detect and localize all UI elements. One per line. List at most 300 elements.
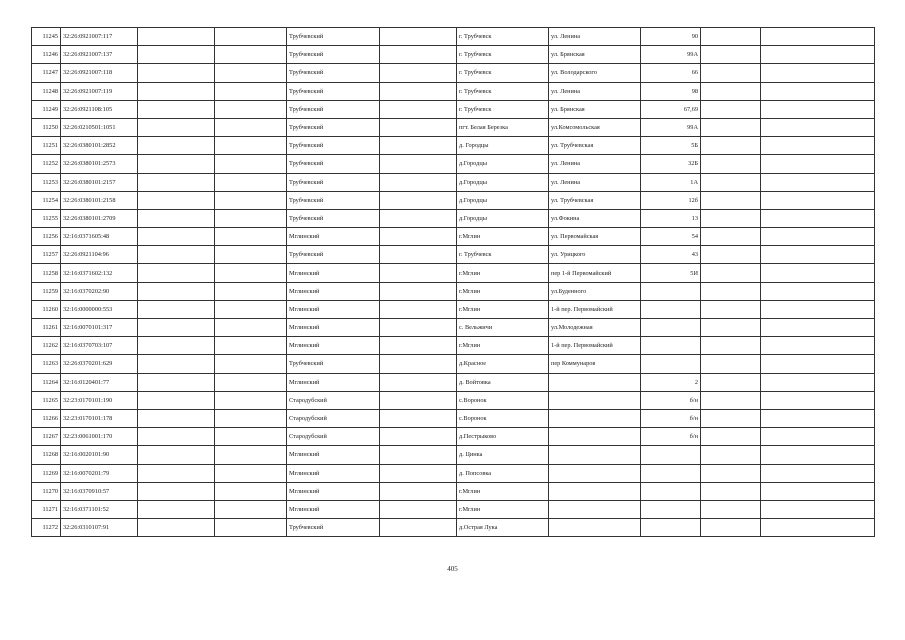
cadastral-number-cell: 32:16:0020101:90 bbox=[61, 446, 138, 464]
col-6-cell bbox=[380, 500, 457, 518]
row-number-cell: 11253 bbox=[32, 173, 61, 191]
table-row bbox=[32, 209, 875, 227]
table-row bbox=[32, 228, 875, 246]
col-3-cell bbox=[138, 228, 215, 246]
cadastral-number-cell: 32:26:0380101:2157 bbox=[61, 173, 138, 191]
table-row bbox=[32, 191, 875, 209]
col-10-cell bbox=[701, 228, 761, 246]
table-row bbox=[32, 173, 875, 191]
col-10-cell bbox=[701, 246, 761, 264]
col-11-cell bbox=[761, 118, 875, 136]
settlement-cell: д.Городцы bbox=[457, 173, 549, 191]
district-cell: Трубчевский bbox=[287, 355, 380, 373]
col-10-cell bbox=[701, 82, 761, 100]
cadastral-number-cell: 32:26:0921108:105 bbox=[61, 100, 138, 118]
col-6-cell bbox=[380, 137, 457, 155]
col-6-cell bbox=[380, 391, 457, 409]
cadastral-number-cell: 32:26:0380101:2852 bbox=[61, 137, 138, 155]
col-11-cell bbox=[761, 64, 875, 82]
col-10-cell bbox=[701, 355, 761, 373]
cadastral-number-cell: 32:16:0000000:553 bbox=[61, 300, 138, 318]
row-number-cell: 11259 bbox=[32, 282, 61, 300]
table-row bbox=[32, 428, 875, 446]
district-cell: Мглинский bbox=[287, 300, 380, 318]
settlement-cell: д. Войтовка bbox=[457, 373, 549, 391]
col-10-cell bbox=[701, 446, 761, 464]
settlement-cell: г. Трубчевск bbox=[457, 246, 549, 264]
registry-table-body bbox=[32, 28, 875, 537]
col-10-cell bbox=[701, 264, 761, 282]
district-cell: Мглинский bbox=[287, 282, 380, 300]
row-number-cell: 11260 bbox=[32, 300, 61, 318]
settlement-cell: г.Мглин bbox=[457, 337, 549, 355]
street-cell bbox=[549, 446, 641, 464]
col-10-cell bbox=[701, 191, 761, 209]
district-cell: Трубчевский bbox=[287, 246, 380, 264]
col-4-cell bbox=[215, 228, 287, 246]
col-6-cell bbox=[380, 264, 457, 282]
col-6-cell bbox=[380, 355, 457, 373]
col-4-cell bbox=[215, 264, 287, 282]
house-number-cell bbox=[641, 446, 701, 464]
col-6-cell bbox=[380, 118, 457, 136]
table-row bbox=[32, 373, 875, 391]
col-6-cell bbox=[380, 300, 457, 318]
district-cell: Стародубский bbox=[287, 428, 380, 446]
col-3-cell bbox=[138, 64, 215, 82]
cadastral-number-cell: 32:23:0170101:178 bbox=[61, 409, 138, 427]
cadastral-number-cell: 32:26:0310107:91 bbox=[61, 519, 138, 537]
house-number-cell: 98 bbox=[641, 82, 701, 100]
col-10-cell bbox=[701, 28, 761, 46]
col-6-cell bbox=[380, 464, 457, 482]
col-3-cell bbox=[138, 264, 215, 282]
row-number-cell: 11265 bbox=[32, 391, 61, 409]
settlement-cell: г. Трубчевск bbox=[457, 46, 549, 64]
col-10-cell bbox=[701, 464, 761, 482]
col-4-cell bbox=[215, 300, 287, 318]
col-10-cell bbox=[701, 519, 761, 537]
col-4-cell bbox=[215, 519, 287, 537]
cadastral-number-cell: 32:26:0380101:2158 bbox=[61, 191, 138, 209]
col-4-cell bbox=[215, 500, 287, 518]
col-4-cell bbox=[215, 282, 287, 300]
col-11-cell bbox=[761, 209, 875, 227]
col-3-cell bbox=[138, 300, 215, 318]
table-row bbox=[32, 118, 875, 136]
col-11-cell bbox=[761, 155, 875, 173]
table-row bbox=[32, 64, 875, 82]
district-cell: Трубчевский bbox=[287, 519, 380, 537]
district-cell: Мглинский bbox=[287, 446, 380, 464]
house-number-cell: 5И bbox=[641, 264, 701, 282]
col-6-cell bbox=[380, 228, 457, 246]
street-cell: ул. Трубчевская bbox=[549, 191, 641, 209]
district-cell: Трубчевский bbox=[287, 118, 380, 136]
col-4-cell bbox=[215, 337, 287, 355]
cadastral-number-cell: 32:23:0170101:190 bbox=[61, 391, 138, 409]
table-row bbox=[32, 155, 875, 173]
house-number-cell: 2 bbox=[641, 373, 701, 391]
street-cell: ул.Комсомольская bbox=[549, 118, 641, 136]
row-number-cell: 11270 bbox=[32, 482, 61, 500]
settlement-cell: пгт. Белая Березка bbox=[457, 118, 549, 136]
street-cell: ул. Трубчевская bbox=[549, 137, 641, 155]
house-number-cell: б/н bbox=[641, 428, 701, 446]
district-cell: Стародубский bbox=[287, 409, 380, 427]
house-number-cell: 13 bbox=[641, 209, 701, 227]
row-number-cell: 11257 bbox=[32, 246, 61, 264]
street-cell bbox=[549, 519, 641, 537]
row-number-cell: 11268 bbox=[32, 446, 61, 464]
settlement-cell: г.Мглин bbox=[457, 264, 549, 282]
col-10-cell bbox=[701, 373, 761, 391]
col-11-cell bbox=[761, 28, 875, 46]
col-4-cell bbox=[215, 319, 287, 337]
col-6-cell bbox=[380, 373, 457, 391]
col-11-cell bbox=[761, 246, 875, 264]
col-6-cell bbox=[380, 446, 457, 464]
table-row bbox=[32, 137, 875, 155]
col-11-cell bbox=[761, 300, 875, 318]
house-number-cell: 5Б bbox=[641, 137, 701, 155]
col-6-cell bbox=[380, 209, 457, 227]
row-number-cell: 11264 bbox=[32, 373, 61, 391]
col-3-cell bbox=[138, 319, 215, 337]
col-11-cell bbox=[761, 46, 875, 64]
col-6-cell bbox=[380, 246, 457, 264]
col-3-cell bbox=[138, 391, 215, 409]
settlement-cell: г.Мглин bbox=[457, 482, 549, 500]
house-number-cell: 32Б bbox=[641, 155, 701, 173]
house-number-cell: 12б bbox=[641, 191, 701, 209]
street-cell bbox=[549, 482, 641, 500]
table-row bbox=[32, 482, 875, 500]
col-4-cell bbox=[215, 391, 287, 409]
col-10-cell bbox=[701, 482, 761, 500]
cadastral-number-cell: 32:26:0921007:117 bbox=[61, 28, 138, 46]
house-number-cell: б/н bbox=[641, 409, 701, 427]
col-4-cell bbox=[215, 409, 287, 427]
table-row bbox=[32, 391, 875, 409]
col-11-cell bbox=[761, 355, 875, 373]
col-3-cell bbox=[138, 191, 215, 209]
street-cell: ул. Ленина bbox=[549, 82, 641, 100]
table-row bbox=[32, 246, 875, 264]
col-6-cell bbox=[380, 46, 457, 64]
row-number-cell: 11261 bbox=[32, 319, 61, 337]
table-row bbox=[32, 409, 875, 427]
table-row bbox=[32, 264, 875, 282]
house-number-cell: 1А bbox=[641, 173, 701, 191]
cadastral-number-cell: 32:16:0371101:52 bbox=[61, 500, 138, 518]
street-cell: ул.Буденного bbox=[549, 282, 641, 300]
col-3-cell bbox=[138, 500, 215, 518]
district-cell: Трубчевский bbox=[287, 64, 380, 82]
row-number-cell: 11255 bbox=[32, 209, 61, 227]
col-10-cell bbox=[701, 100, 761, 118]
street-cell: ул. Брянская bbox=[549, 46, 641, 64]
settlement-cell: г.Мглин bbox=[457, 282, 549, 300]
table-row bbox=[32, 319, 875, 337]
district-cell: Трубчевский bbox=[287, 173, 380, 191]
cadastral-number-cell: 32:16:0070201:79 bbox=[61, 464, 138, 482]
col-11-cell bbox=[761, 446, 875, 464]
settlement-cell: г. Трубчевск bbox=[457, 28, 549, 46]
street-cell: ул. Володарского bbox=[549, 64, 641, 82]
col-11-cell bbox=[761, 137, 875, 155]
col-3-cell bbox=[138, 337, 215, 355]
district-cell: Трубчевский bbox=[287, 46, 380, 64]
col-3-cell bbox=[138, 100, 215, 118]
col-6-cell bbox=[380, 191, 457, 209]
district-cell: Стародубский bbox=[287, 391, 380, 409]
district-cell: Мглинский bbox=[287, 464, 380, 482]
col-4-cell bbox=[215, 428, 287, 446]
col-6-cell bbox=[380, 100, 457, 118]
street-cell: ул. Урицкого bbox=[549, 246, 641, 264]
house-number-cell bbox=[641, 337, 701, 355]
col-6-cell bbox=[380, 319, 457, 337]
street-cell: ул. Ленина bbox=[549, 155, 641, 173]
row-number-cell: 11266 bbox=[32, 409, 61, 427]
house-number-cell bbox=[641, 482, 701, 500]
house-number-cell bbox=[641, 300, 701, 318]
col-11-cell bbox=[761, 464, 875, 482]
street-cell: ул.Фокина bbox=[549, 209, 641, 227]
table-row bbox=[32, 100, 875, 118]
col-11-cell bbox=[761, 482, 875, 500]
settlement-cell: д.Городцы bbox=[457, 191, 549, 209]
district-cell: Трубчевский bbox=[287, 137, 380, 155]
district-cell: Трубчевский bbox=[287, 209, 380, 227]
col-11-cell bbox=[761, 409, 875, 427]
col-11-cell bbox=[761, 82, 875, 100]
house-number-cell bbox=[641, 282, 701, 300]
house-number-cell: 67,69 bbox=[641, 100, 701, 118]
row-number-cell: 11263 bbox=[32, 355, 61, 373]
col-6-cell bbox=[380, 28, 457, 46]
cadastral-number-cell: 32:16:0120401:77 bbox=[61, 373, 138, 391]
street-cell: пер Коммунаров bbox=[549, 355, 641, 373]
col-3-cell bbox=[138, 409, 215, 427]
street-cell bbox=[549, 500, 641, 518]
col-6-cell bbox=[380, 82, 457, 100]
district-cell: Мглинский bbox=[287, 228, 380, 246]
cadastral-number-cell: 32:16:0370703:107 bbox=[61, 337, 138, 355]
house-number-cell bbox=[641, 464, 701, 482]
col-11-cell bbox=[761, 319, 875, 337]
registry-table bbox=[31, 27, 875, 537]
col-11-cell bbox=[761, 173, 875, 191]
table-row bbox=[32, 500, 875, 518]
col-10-cell bbox=[701, 137, 761, 155]
table-row bbox=[32, 300, 875, 318]
col-6-cell bbox=[380, 64, 457, 82]
cadastral-number-cell: 32:16:0070101:317 bbox=[61, 319, 138, 337]
col-10-cell bbox=[701, 282, 761, 300]
col-6-cell bbox=[380, 409, 457, 427]
settlement-cell: д.Острая Лука bbox=[457, 519, 549, 537]
col-11-cell bbox=[761, 337, 875, 355]
district-cell: Мглинский bbox=[287, 373, 380, 391]
settlement-cell: д. Попсовка bbox=[457, 464, 549, 482]
cadastral-number-cell: 32:16:0370910:57 bbox=[61, 482, 138, 500]
cadastral-number-cell: 32:26:0921007:137 bbox=[61, 46, 138, 64]
street-cell: ул. Брянская bbox=[549, 100, 641, 118]
col-4-cell bbox=[215, 137, 287, 155]
col-10-cell bbox=[701, 64, 761, 82]
col-4-cell bbox=[215, 464, 287, 482]
district-cell: Трубчевский bbox=[287, 155, 380, 173]
col-10-cell bbox=[701, 409, 761, 427]
house-number-cell bbox=[641, 519, 701, 537]
district-cell: Трубчевский bbox=[287, 82, 380, 100]
settlement-cell: г. Трубчевск bbox=[457, 82, 549, 100]
house-number-cell bbox=[641, 500, 701, 518]
table-row bbox=[32, 82, 875, 100]
street-cell bbox=[549, 409, 641, 427]
cadastral-number-cell: 32:26:0370201:629 bbox=[61, 355, 138, 373]
col-11-cell bbox=[761, 282, 875, 300]
cadastral-number-cell: 32:26:0380101:2573 bbox=[61, 155, 138, 173]
street-cell: ул. Ленина bbox=[549, 173, 641, 191]
col-10-cell bbox=[701, 209, 761, 227]
row-number-cell: 11258 bbox=[32, 264, 61, 282]
col-6-cell bbox=[380, 173, 457, 191]
row-number-cell: 11246 bbox=[32, 46, 61, 64]
table-row bbox=[32, 337, 875, 355]
row-number-cell: 11251 bbox=[32, 137, 61, 155]
col-4-cell bbox=[215, 482, 287, 500]
col-11-cell bbox=[761, 264, 875, 282]
col-4-cell bbox=[215, 191, 287, 209]
settlement-cell: д.Городцы bbox=[457, 209, 549, 227]
col-10-cell bbox=[701, 391, 761, 409]
col-4-cell bbox=[215, 446, 287, 464]
cadastral-number-cell: 32:26:0380101:2709 bbox=[61, 209, 138, 227]
col-4-cell bbox=[215, 173, 287, 191]
col-10-cell bbox=[701, 500, 761, 518]
col-10-cell bbox=[701, 428, 761, 446]
col-3-cell bbox=[138, 118, 215, 136]
district-cell: Мглинский bbox=[287, 264, 380, 282]
col-3-cell bbox=[138, 428, 215, 446]
street-cell bbox=[549, 373, 641, 391]
col-3-cell bbox=[138, 28, 215, 46]
cadastral-number-cell: 32:26:0921104:96 bbox=[61, 246, 138, 264]
table-row bbox=[32, 464, 875, 482]
row-number-cell: 11269 bbox=[32, 464, 61, 482]
street-cell: 1-й пер. Первомайский bbox=[549, 337, 641, 355]
col-4-cell bbox=[215, 100, 287, 118]
district-cell: Мглинский bbox=[287, 337, 380, 355]
district-cell: Трубчевский bbox=[287, 191, 380, 209]
row-number-cell: 11272 bbox=[32, 519, 61, 537]
row-number-cell: 11247 bbox=[32, 64, 61, 82]
settlement-cell: с.Воронок bbox=[457, 409, 549, 427]
col-4-cell bbox=[215, 373, 287, 391]
col-3-cell bbox=[138, 446, 215, 464]
settlement-cell: г. Трубчевск bbox=[457, 64, 549, 82]
col-3-cell bbox=[138, 46, 215, 64]
col-10-cell bbox=[701, 300, 761, 318]
street-cell bbox=[549, 391, 641, 409]
col-4-cell bbox=[215, 155, 287, 173]
col-3-cell bbox=[138, 373, 215, 391]
col-4-cell bbox=[215, 209, 287, 227]
house-number-cell: 90 bbox=[641, 28, 701, 46]
district-cell: Мглинский bbox=[287, 482, 380, 500]
col-3-cell bbox=[138, 519, 215, 537]
street-cell: ул. Первомайская bbox=[549, 228, 641, 246]
col-3-cell bbox=[138, 82, 215, 100]
house-number-cell: 43 bbox=[641, 246, 701, 264]
col-4-cell bbox=[215, 355, 287, 373]
cadastral-number-cell: 32:26:0210501:1051 bbox=[61, 118, 138, 136]
cadastral-number-cell: 32:16:0371605:48 bbox=[61, 228, 138, 246]
page-number: 405 bbox=[447, 565, 458, 573]
row-number-cell: 11249 bbox=[32, 100, 61, 118]
col-11-cell bbox=[761, 428, 875, 446]
table-row bbox=[32, 282, 875, 300]
col-4-cell bbox=[215, 64, 287, 82]
col-3-cell bbox=[138, 137, 215, 155]
row-number-cell: 11252 bbox=[32, 155, 61, 173]
table-row bbox=[32, 519, 875, 537]
house-number-cell bbox=[641, 319, 701, 337]
col-10-cell bbox=[701, 337, 761, 355]
house-number-cell: 99А bbox=[641, 46, 701, 64]
col-3-cell bbox=[138, 282, 215, 300]
col-4-cell bbox=[215, 118, 287, 136]
col-10-cell bbox=[701, 155, 761, 173]
street-cell: пер 1-й Первомайский bbox=[549, 264, 641, 282]
col-3-cell bbox=[138, 209, 215, 227]
settlement-cell: г.Мглин bbox=[457, 228, 549, 246]
cadastral-number-cell: 32:23:0061001:170 bbox=[61, 428, 138, 446]
settlement-cell: г.Мглин bbox=[457, 500, 549, 518]
district-cell: Мглинский bbox=[287, 319, 380, 337]
col-6-cell bbox=[380, 482, 457, 500]
col-3-cell bbox=[138, 155, 215, 173]
table-row bbox=[32, 446, 875, 464]
cadastral-number-cell: 32:16:0370202:90 bbox=[61, 282, 138, 300]
col-10-cell bbox=[701, 46, 761, 64]
street-cell bbox=[549, 464, 641, 482]
col-4-cell bbox=[215, 246, 287, 264]
table-row bbox=[32, 46, 875, 64]
row-number-cell: 11256 bbox=[32, 228, 61, 246]
col-3-cell bbox=[138, 355, 215, 373]
col-11-cell bbox=[761, 100, 875, 118]
row-number-cell: 11254 bbox=[32, 191, 61, 209]
col-6-cell bbox=[380, 428, 457, 446]
col-11-cell bbox=[761, 519, 875, 537]
settlement-cell: д.Городцы bbox=[457, 155, 549, 173]
row-number-cell: 11245 bbox=[32, 28, 61, 46]
col-4-cell bbox=[215, 28, 287, 46]
col-6-cell bbox=[380, 155, 457, 173]
settlement-cell: г. Трубчевск bbox=[457, 100, 549, 118]
district-cell: Трубчевский bbox=[287, 100, 380, 118]
col-10-cell bbox=[701, 173, 761, 191]
street-cell: 1-й пер. Первомайский bbox=[549, 300, 641, 318]
house-number-cell: 54 bbox=[641, 228, 701, 246]
cadastral-number-cell: 32:26:0921007:119 bbox=[61, 82, 138, 100]
col-3-cell bbox=[138, 173, 215, 191]
col-11-cell bbox=[761, 228, 875, 246]
